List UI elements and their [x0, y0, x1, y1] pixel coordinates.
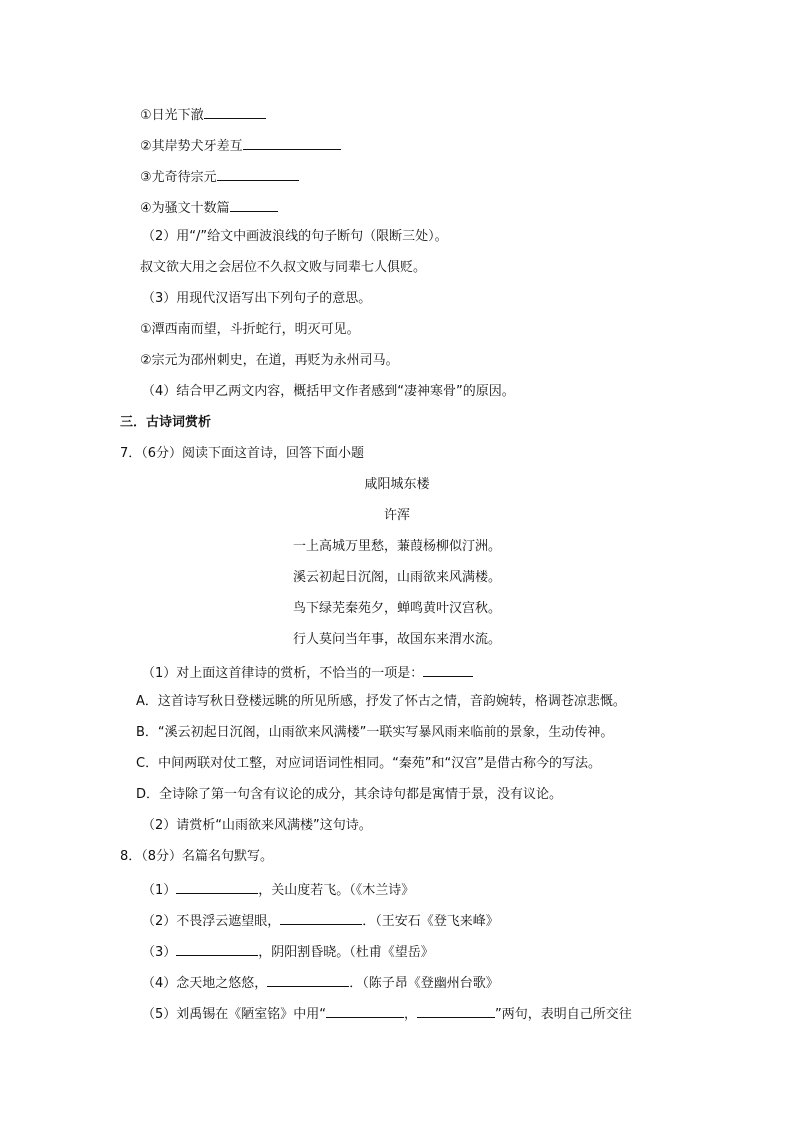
q8-item-4: （4）念天地之悠悠， ．（陈子昂《登幽州台歌》 — [142, 972, 499, 993]
q7-option-c: C．中间两联对仗工整，对应词语词性相同。“秦苑”和“汉宫”是借古称今的写法。 — [136, 756, 602, 771]
q8-item-1: （1） ，关山度若飞。（《木兰诗》 — [142, 879, 414, 900]
answer-blank[interactable] — [176, 879, 258, 894]
q6-1-item-4: ④为骚文十数篇 — [140, 197, 278, 218]
answer-blank[interactable] — [417, 1003, 495, 1018]
q6-2-prompt: （2）用“/”给文中画波浪线的句子断句（限断三处）。 — [142, 229, 448, 244]
q7-1-prompt: （1）对上面这首律诗的赏析，不恰当的一项是： — [142, 662, 473, 683]
answer-blank[interactable] — [243, 135, 341, 150]
q6-3-item-2: ②宗元为邵州刺史，在道，再贬为永州司马。 — [140, 353, 399, 368]
q7-option-a: A．这首诗写秋日登楼远眺的所见所感，抒发了怀古之情，音韵婉转，格调苍凉悲慨。 — [136, 694, 626, 709]
answer-blank[interactable] — [204, 104, 266, 119]
poem-title: 咸阳城东楼 — [364, 477, 430, 492]
answer-blank[interactable] — [326, 1003, 404, 1018]
answer-blank[interactable] — [423, 662, 473, 677]
poem-line: 一上高城万里愁，蒹葭杨柳似汀洲。 — [292, 539, 501, 554]
q7-2-prompt: （2）请赏析“山雨欲来风满楼”这句诗。 — [142, 818, 372, 833]
q8-item-3: （3） ，阴阳割昏晓。（杜甫《望岳》 — [142, 941, 434, 962]
q8-stem: 8．（8分）名篇名句默写。 — [120, 849, 274, 864]
q8-item-5: （5）刘禹锡在《陋室铭》中用“ ， ”两句，表明自己所交往 — [142, 1003, 632, 1024]
answer-blank[interactable] — [176, 941, 258, 956]
q7-option-d: D．全诗除了第一句含有议论的成分，其余诗句都是寓情于景，没有议论。 — [136, 787, 563, 802]
q6-3-item-1: ①潭西南而望，斗折蛇行，明灭可见。 — [140, 322, 360, 337]
q6-1-item-3: ③尤奇待宗元 — [140, 166, 299, 187]
poem-author: 许浑 — [383, 508, 410, 523]
answer-blank[interactable] — [280, 910, 362, 925]
answer-blank[interactable] — [230, 197, 278, 212]
q8-item-2: （2）不畏浮云遮望眼， ．（王安石《登飞来峰》 — [142, 910, 499, 931]
q6-4-prompt: （4）结合甲乙两文内容，概括甲文作者感到“凄神寒骨”的原因。 — [142, 384, 515, 399]
q7-stem: 7．（6分）阅读下面这首诗，回答下面小题 — [120, 446, 365, 461]
q6-1-item-2: ②其岸势犬牙差互 — [140, 135, 341, 156]
answer-blank[interactable] — [267, 972, 349, 987]
q7-option-b: B．“溪云初起日沉阁，山雨欲来风满楼”一联实写暴风雨来临前的景象，生动传神。 — [136, 725, 614, 740]
poem-line: 行人莫问当年事，故国东来渭水流。 — [292, 632, 501, 647]
poem-line: 溪云初起日沉阁，山雨欲来风满楼。 — [292, 570, 501, 585]
q6-3-prompt: （3）用现代汉语写出下列句子的意思。 — [142, 291, 372, 306]
poem-line: 鸟下绿芜秦苑夕，蝉鸣黄叶汉宫秋。 — [292, 601, 501, 616]
q6-1-item-1: ①日光下澈 — [140, 104, 266, 125]
q6-2-sentence: 叔文欲大用之会居位不久叔文败与同辈七人俱贬。 — [140, 260, 427, 275]
answer-blank[interactable] — [217, 166, 299, 181]
section-heading: 三．古诗词赏析 — [120, 415, 212, 430]
